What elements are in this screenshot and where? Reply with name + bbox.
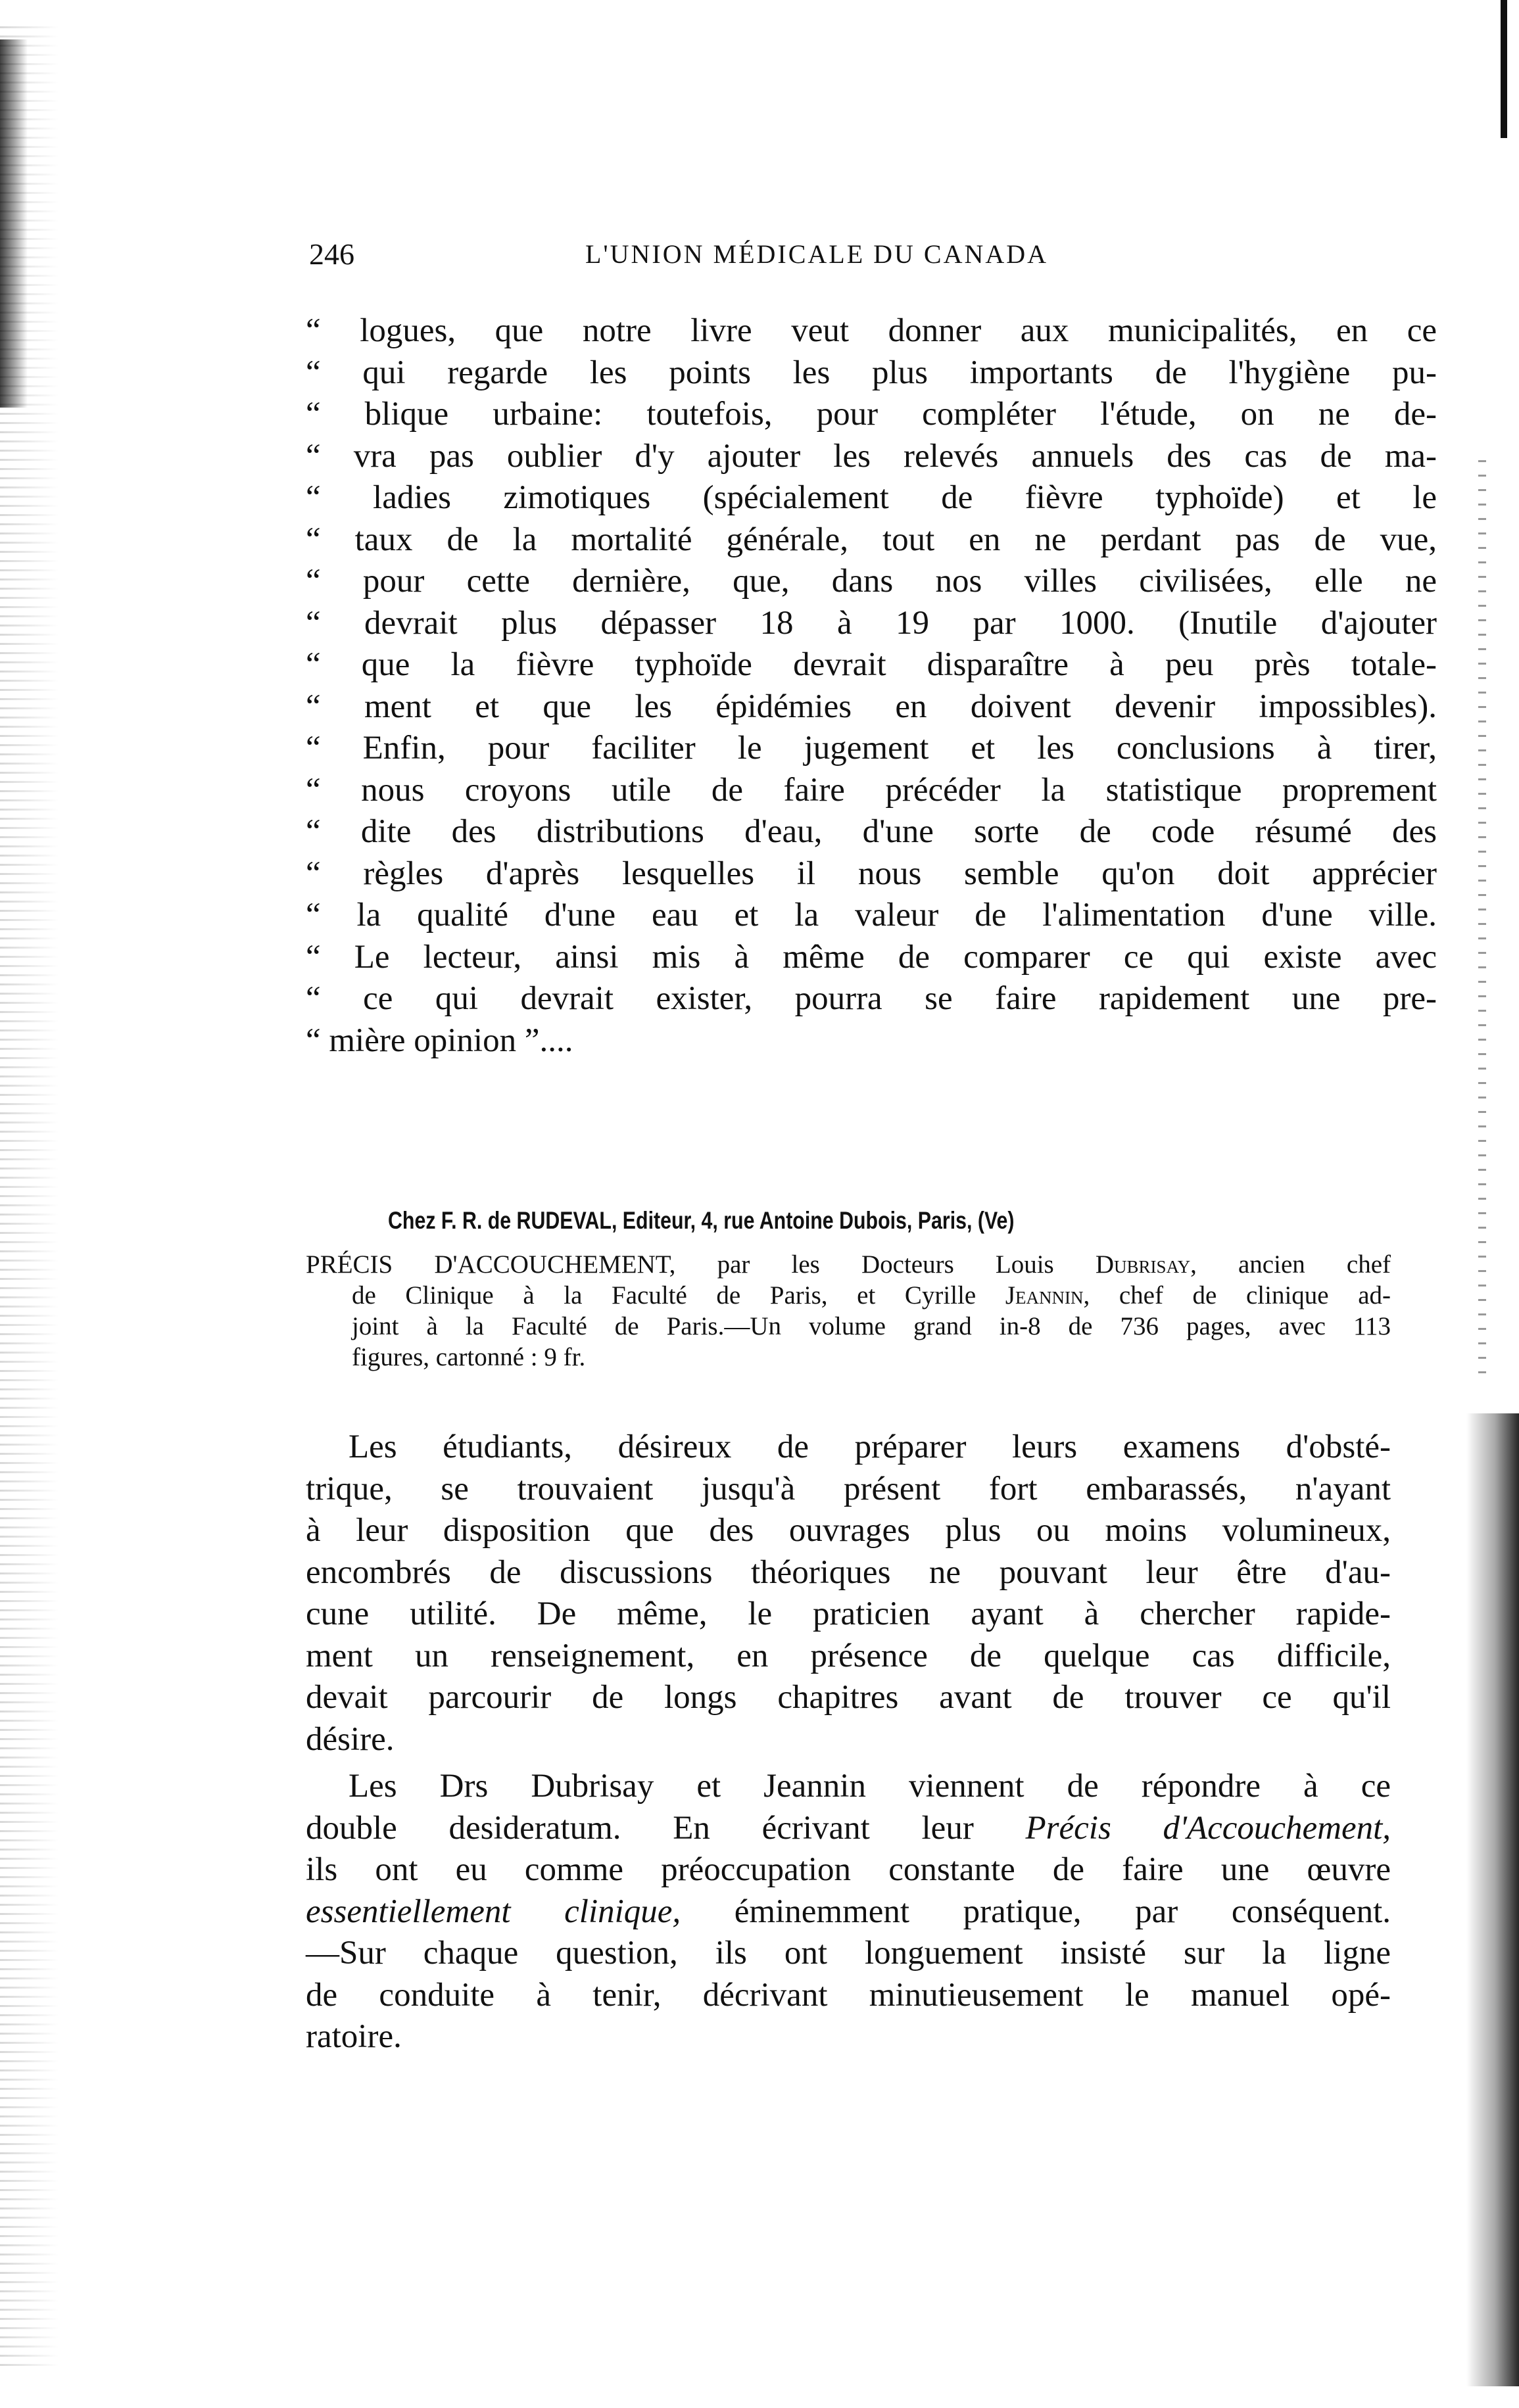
quote-line: “ Le lecteur, ainsi mis à même de comparer ce qui existe avec (306, 938, 1437, 976)
quote-line: “ que la fièvre typhoïde devrait disparaître à peu près totale- (306, 646, 1437, 683)
quote-line: “ vra pas oublier d'y ajouter les relevés annuels des cas de ma- (306, 437, 1437, 475)
paragraph-gap (306, 1760, 1391, 1766)
body-line: cune utilité. De même, le praticien ayant à chercher rapide- (306, 1595, 1391, 1632)
quote-line: “ ment et que les épidémies en doivent devenir impossibles). (306, 688, 1437, 725)
page-header (309, 231, 1151, 277)
body-line: trique, se trouvaient jusqu'à présent fort embarassés, n'ayant (306, 1470, 1391, 1507)
book-title: PRÉCIS D'ACCOUCHEMENT, (306, 1250, 676, 1279)
quote-line: “ pour cette dernière, que, dans nos villes civilisées, elle ne (306, 563, 1437, 600)
page-number: 246 (309, 237, 354, 271)
book-title-italic: Précis d'Accouchement, (1025, 1809, 1391, 1847)
quote-line: “ mière opinion ”.... (306, 1022, 573, 1059)
author-name: Jeannin (1005, 1281, 1084, 1310)
body-line: —Sur chaque question, ils ont longuement insisté sur la ligne (306, 1935, 1391, 1971)
notice-line: joint à la Faculté de Paris.—Un volume grand in-8 de 736 pages, avec 113 (352, 1312, 1391, 1340)
review-text (306, 1427, 1391, 2058)
body-line: Les étudiants, désireux de préparer leurs examens d'obsté- (349, 1428, 1391, 1465)
body-line: désire. (306, 1720, 395, 1758)
quote-line: “ dite des distributions d'eau, d'une sorte de code résumé des (306, 813, 1437, 850)
body-line: à leur disposition que des ouvrages plus ou moins volumineux, (306, 1512, 1391, 1549)
publisher-heading: Chez F. R. de RUDEVAL, Editeur, 4, rue Antoine Dubois, Paris, (Ve) (388, 1207, 1015, 1234)
quote-line: “ taux de la mortalité générale, tout en ne perdant pas de vue, (306, 521, 1437, 558)
scan-edge-right (1466, 1413, 1519, 2386)
body-line: encombrés de discussions théoriques ne pouvant leur être d'au- (306, 1553, 1391, 1591)
scan-edge-left-shadow (0, 39, 28, 408)
quote-line: “ logues, que notre livre veut donner aux municipalités, en ce (306, 312, 1437, 349)
running-title: L'UNION MÉDICALE DU CANADA (585, 239, 1049, 269)
scan-edge-right-top (1501, 0, 1507, 138)
scan-edge-right-dots (1478, 460, 1486, 1381)
body-line: ment un renseignement, en présence de quelque cas difficile, (306, 1637, 1391, 1674)
quote-line: “ Enfin, pour faciliter le jugement et les conclusions à tirer, (306, 730, 1437, 767)
quote-line: “ ce qui devrait exister, pourra se faire rapidement une pre- (306, 980, 1437, 1017)
quote-line: “ devrait plus dépasser 18 à 19 par 1000. (Inutile d'ajouter (306, 604, 1437, 642)
body-line: de conduite à tenir, décrivant minutieusement le manuel opé- (306, 1976, 1391, 2014)
body-line: double desideratum. En écrivant leur Précis d'Accouchement, (306, 1809, 1391, 1847)
notice-line: de Clinique à la Faculté de Paris, et Cyrille Jeannin, chef de clinique ad- (352, 1281, 1391, 1310)
author-name: Dubrisay (1095, 1250, 1191, 1279)
quoted-passage (306, 310, 1437, 1062)
quote-line: “ qui regarde les points les plus importants de l'hygiène pu- (306, 354, 1437, 391)
quote-line: “ ladies zimotiques (spécialement de fièvre typhoïde) et le (306, 479, 1437, 516)
notice-line: PRÉCIS D'ACCOUCHEMENT, par les Docteurs Louis Dubrisay, ancien chef (306, 1250, 1391, 1279)
emphasis-italic: essentiellement clinique, (306, 1893, 681, 1930)
quote-line: “ règles d'après lesquelles il nous semble qu'on doit apprécier (306, 855, 1437, 892)
body-line: ratoire. (306, 2018, 402, 2055)
body-line: devait parcourir de longs chapitres avant de trouver ce qu'il (306, 1679, 1391, 1716)
quote-line: “ la qualité d'une eau et la valeur de l'alimentation d'une ville. (306, 897, 1437, 933)
body-line: Les Drs Dubrisay et Jeannin viennent de répondre à ce (349, 1768, 1391, 1805)
body-line: essentiellement clinique, éminemment pratique, par conséquent. (306, 1893, 1391, 1930)
quote-line: “ nous croyons utile de faire précéder la statistique proprement (306, 771, 1437, 809)
body-line: ils ont eu comme préoccupation constante de faire une œuvre (306, 1851, 1391, 1888)
book-notice (306, 1249, 1391, 1373)
quote-line: “ blique urbaine: toutefois, pour compléter l'étude, on ne de- (306, 396, 1437, 433)
notice-line: figures, cartonné : 9 fr. (352, 1343, 586, 1371)
